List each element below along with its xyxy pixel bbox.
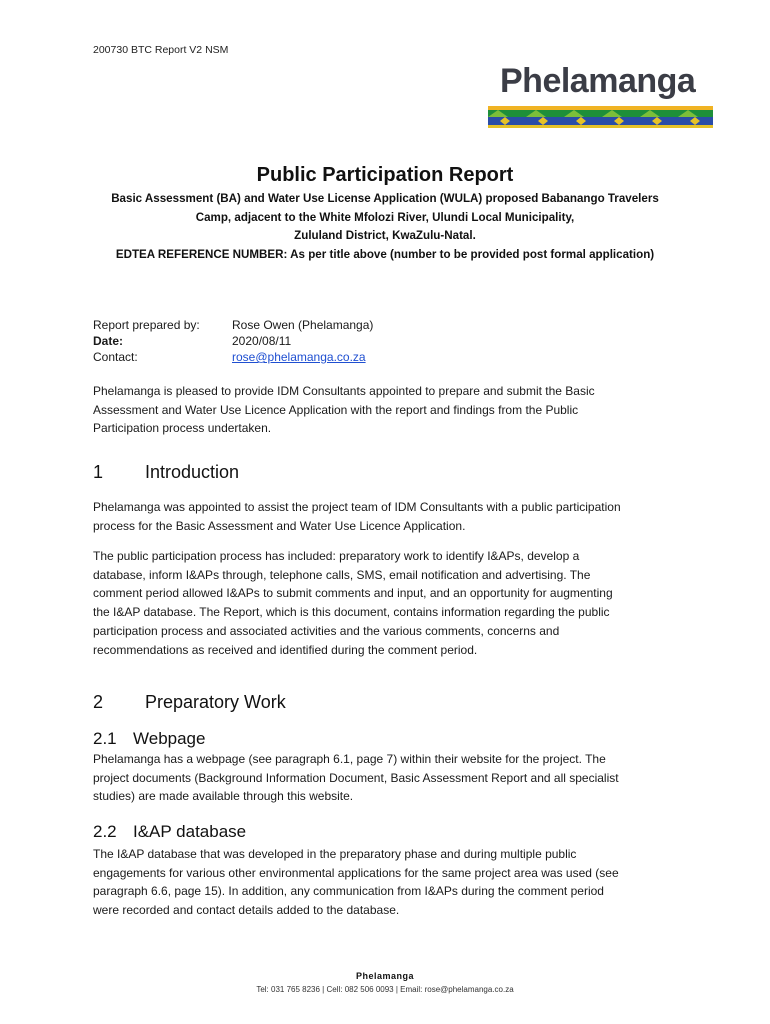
subtitle-line: Basic Assessment (BA) and Water Use License Application (WULA) proposed Babanango Travelers (111, 192, 659, 205)
paragraph-line: participation process and associated activities and the various comments, concerns and (93, 623, 560, 638)
report-subtitle (85, 190, 685, 264)
date-label: Date: (93, 334, 124, 348)
paragraph-line: The public participation process has included: preparatory work to identify I&APs, develop a (93, 549, 580, 563)
subsection-number: 2.1 (93, 729, 117, 748)
paragraph-line: recommendations as received and identified during the comment period. (93, 642, 478, 657)
contact-label: Contact: (93, 350, 138, 364)
paragraph-line: Participation process undertaken. (93, 421, 272, 436)
paragraph-line: Phelamanga has a webpage (see paragraph 6.1, page 7) within their website for the project. The (93, 752, 606, 766)
section-2-2-paragraph (93, 845, 683, 920)
paragraph-line: were recorded and contact details added to the database. (93, 903, 400, 918)
logo-pattern-band (488, 106, 713, 128)
intro-paragraph (93, 382, 683, 438)
paragraph-line: database, inform I&APs through, telephone calls, SMS, email notification and advertising. The (93, 567, 591, 582)
paragraph-line: process for the Basic Assessment and Water Use Licence Application. (93, 518, 466, 533)
document-reference: 200730 BTC Report V2 NSM (93, 44, 229, 56)
paragraph-line: paragraph 6.6, page 15). In addition, any communication from I&APs during the comment period (93, 884, 604, 899)
band-bottom-stripe (488, 125, 713, 128)
paragraph-line: comment period allowed I&APs to submit comments and input, and an opportunity for augmenting (93, 586, 613, 601)
subtitle-line: Zululand District, KwaZulu-Natal. (294, 229, 476, 242)
section-title: Introduction (145, 462, 240, 482)
paragraph-line: Phelamanga is pleased to provide IDM Consultants appointed to prepare and submit the Basic (93, 384, 595, 398)
section-1-heading (93, 462, 239, 483)
paragraph-line: engagements for various other environmental applications for the same project area was used (see (93, 865, 619, 880)
contact-email-link[interactable]: rose@phelamanga.co.za (232, 350, 366, 364)
section-number: 2 (93, 692, 104, 712)
date-value: 2020/08/11 (232, 334, 292, 348)
section-2-2-heading (93, 822, 246, 842)
section-2-heading (93, 692, 286, 713)
paragraph-line: the I&AP database. The Report, which is this document, contains information regarding the public (93, 605, 610, 620)
footer-company-name: Phelamanga (355, 971, 415, 981)
subtitle-line: EDTEA REFERENCE NUMBER: As per title above (number to be provided post formal application) (115, 247, 655, 261)
subsection-number: 2.2 (93, 822, 117, 841)
section-1-paragraph-1 (93, 498, 683, 535)
section-2-1-heading (93, 729, 205, 749)
subtitle-line: Camp, adjacent to the White Mfolozi River, Ulundi Local Municipality, (195, 210, 575, 224)
logo-text: Phelamanga (500, 62, 696, 100)
section-title: Preparatory Work (145, 692, 286, 712)
band-blue-stripe (488, 117, 713, 125)
phelamanga-logo (486, 62, 714, 128)
paragraph-line: The I&AP database that was developed in the preparatory phase and during multiple public (93, 847, 577, 861)
subsection-title: Webpage (133, 729, 206, 748)
paragraph-line: project documents (Background Information Document, Basic Assessment Report and all specialist (93, 770, 619, 785)
subsection-title: I&AP database (133, 822, 247, 841)
paragraph-line: Phelamanga was appointed to assist the project team of IDM Consultants with a public participation (93, 500, 621, 514)
footer-contact-details: Tel: 031 765 8236 | Cell: 082 506 0093 | Email: rose@phelamanga.co.za (256, 985, 514, 994)
band-top-stripe (488, 106, 713, 110)
section-2-1-paragraph (93, 750, 683, 806)
band-green-stripe (488, 110, 713, 117)
section-number: 1 (93, 462, 104, 482)
prepared-by-value: Rose Owen (Phelamanga) (232, 318, 374, 332)
paragraph-line: Assessment and Water Use Licence Application with the report and findings from the Public (93, 402, 579, 417)
prepared-by-label: Report prepared by: (93, 318, 200, 332)
paragraph-line: studies) are made available through this website. (93, 789, 354, 804)
section-1-paragraph-2 (93, 547, 683, 659)
report-title: Public Participation Report (256, 164, 514, 186)
